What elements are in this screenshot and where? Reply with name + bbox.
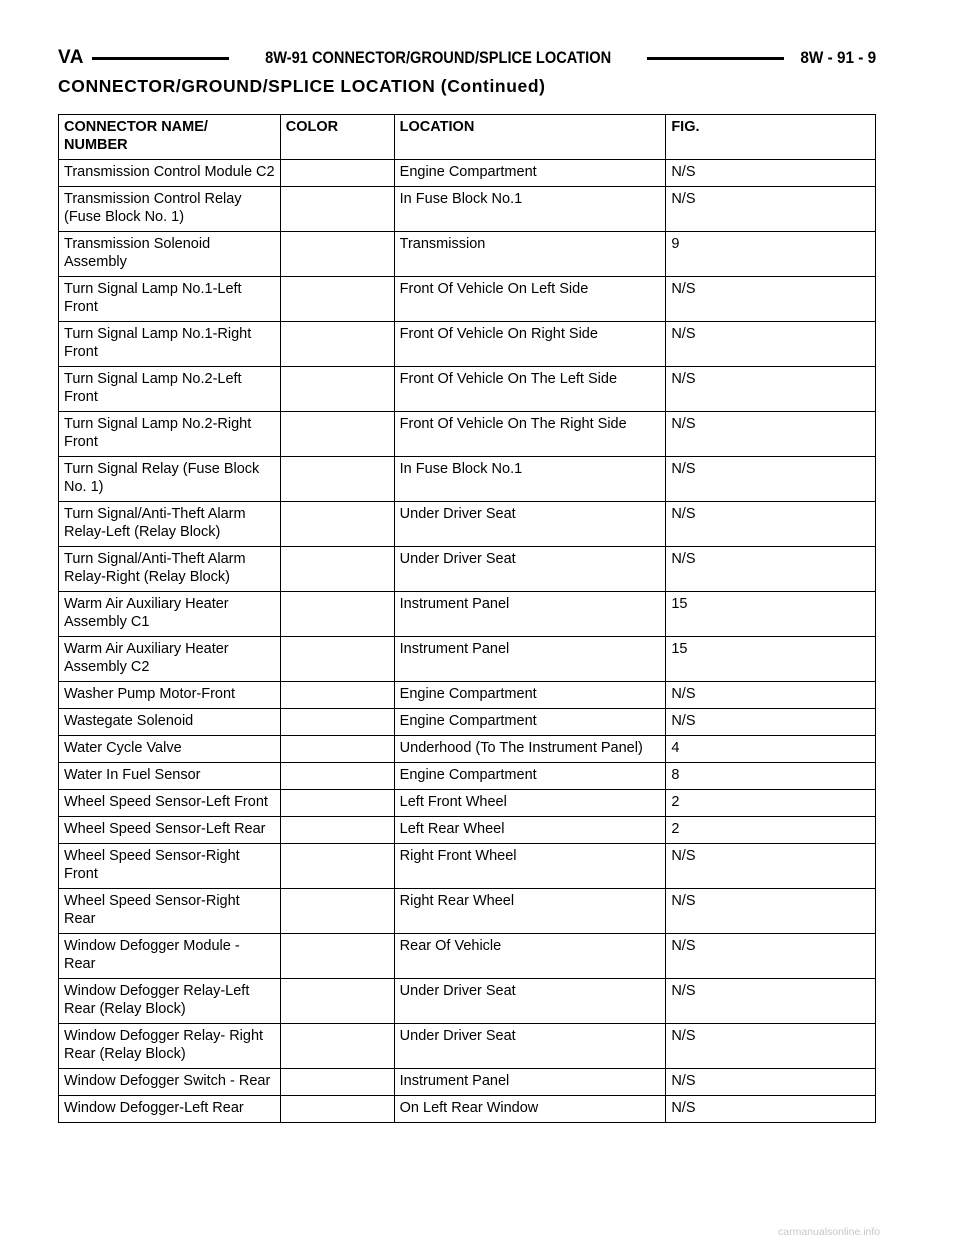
location-cell: Rear Of Vehicle: [394, 934, 666, 979]
fig-cell: N/S: [666, 367, 876, 412]
connector-name-cell: Turn Signal/Anti-Theft Alarm Relay-Left (Relay Block): [59, 502, 281, 547]
color-cell: [280, 232, 394, 277]
page-header: [58, 44, 876, 72]
table-row: [59, 187, 876, 232]
connector-location-table: [58, 114, 876, 1123]
connector-name-cell: Window Defogger Module - Rear: [59, 934, 281, 979]
color-cell: [280, 844, 394, 889]
fig-cell: N/S: [666, 457, 876, 502]
fig-cell: N/S: [666, 979, 876, 1024]
fig-cell: 4: [666, 736, 876, 763]
table-row: [59, 277, 876, 322]
location-cell: Instrument Panel: [394, 637, 666, 682]
color-cell: [280, 637, 394, 682]
location-cell: Transmission: [394, 232, 666, 277]
connector-name-cell: Transmission Control Module C2: [59, 160, 281, 187]
table-row: [59, 412, 876, 457]
header-page-number: 8W - 91 - 9: [800, 48, 877, 67]
location-cell: Instrument Panel: [394, 592, 666, 637]
fig-cell: N/S: [666, 187, 876, 232]
color-cell: [280, 187, 394, 232]
connector-name-cell: Wheel Speed Sensor-Left Rear: [59, 817, 281, 844]
fig-cell: 8: [666, 763, 876, 790]
page-subtitle: CONNECTOR/GROUND/SPLICE LOCATION (Continued): [58, 76, 546, 96]
connector-name-cell: Window Defogger-Left Rear: [59, 1096, 281, 1123]
color-cell: [280, 592, 394, 637]
location-cell: Underhood (To The Instrument Panel): [394, 736, 666, 763]
color-cell: [280, 934, 394, 979]
connector-name-cell: Turn Signal Lamp No.1-Left Front: [59, 277, 281, 322]
location-cell: Engine Compartment: [394, 682, 666, 709]
fig-cell: N/S: [666, 844, 876, 889]
table-row: [59, 547, 876, 592]
watermark: carmanualsonline.info: [778, 1226, 881, 1238]
table-row: [59, 763, 876, 790]
connector-name-cell: Wheel Speed Sensor-Right Front: [59, 844, 281, 889]
color-cell: [280, 1096, 394, 1123]
header-model-code: VA: [58, 47, 84, 68]
header-section-title: 8W-91 CONNECTOR/GROUND/SPLICE LOCATION: [264, 48, 611, 67]
location-cell: Engine Compartment: [394, 160, 666, 187]
fig-cell: N/S: [666, 277, 876, 322]
connector-name-cell: Water In Fuel Sensor: [59, 763, 281, 790]
fig-cell: 15: [666, 592, 876, 637]
color-cell: [280, 1069, 394, 1096]
table-row: [59, 817, 876, 844]
connector-name-cell: Turn Signal Lamp No.1-Right Front: [59, 322, 281, 367]
location-cell: Engine Compartment: [394, 763, 666, 790]
color-cell: [280, 763, 394, 790]
table-row: [59, 592, 876, 637]
column-header-connector-name: CONNECTOR NAME/ NUMBER: [59, 115, 281, 160]
fig-cell: 9: [666, 232, 876, 277]
color-cell: [280, 817, 394, 844]
location-cell: On Left Rear Window: [394, 1096, 666, 1123]
connector-name-cell: Wheel Speed Sensor-Left Front: [59, 790, 281, 817]
connector-name-cell: Washer Pump Motor-Front: [59, 682, 281, 709]
connector-name-cell: Window Defogger Relay- Right Rear (Relay Block): [59, 1024, 281, 1069]
location-cell: Under Driver Seat: [394, 979, 666, 1024]
location-cell: Front Of Vehicle On Left Side: [394, 277, 666, 322]
color-cell: [280, 709, 394, 736]
color-cell: [280, 502, 394, 547]
table-row: [59, 934, 876, 979]
fig-cell: N/S: [666, 934, 876, 979]
color-cell: [280, 736, 394, 763]
column-header-fig: FIG.: [666, 115, 876, 160]
fig-cell: N/S: [666, 1024, 876, 1069]
location-cell: In Fuse Block No.1: [394, 457, 666, 502]
table-row: [59, 709, 876, 736]
fig-cell: N/S: [666, 1096, 876, 1123]
table-row: [59, 322, 876, 367]
table-row: [59, 790, 876, 817]
color-cell: [280, 790, 394, 817]
color-cell: [280, 412, 394, 457]
connector-name-cell: Warm Air Auxiliary Heater Assembly C2: [59, 637, 281, 682]
table-row: [59, 637, 876, 682]
location-cell: Engine Compartment: [394, 709, 666, 736]
color-cell: [280, 322, 394, 367]
table-row: [59, 457, 876, 502]
connector-name-cell: Transmission Solenoid Assembly: [59, 232, 281, 277]
connector-name-cell: Turn Signal Lamp No.2-Left Front: [59, 367, 281, 412]
connector-name-cell: Window Defogger Switch - Rear: [59, 1069, 281, 1096]
table-row: [59, 1024, 876, 1069]
location-cell: Instrument Panel: [394, 1069, 666, 1096]
fig-cell: 15: [666, 637, 876, 682]
color-cell: [280, 979, 394, 1024]
color-cell: [280, 457, 394, 502]
connector-name-cell: Turn Signal Relay (Fuse Block No. 1): [59, 457, 281, 502]
table-row: [59, 736, 876, 763]
fig-cell: N/S: [666, 547, 876, 592]
location-cell: Left Front Wheel: [394, 790, 666, 817]
table-row: [59, 844, 876, 889]
connector-name-cell: Window Defogger Relay-Left Rear (Relay Block): [59, 979, 281, 1024]
fig-cell: 2: [666, 790, 876, 817]
fig-cell: N/S: [666, 682, 876, 709]
fig-cell: N/S: [666, 502, 876, 547]
table-body: [59, 160, 876, 1123]
table-row: [59, 160, 876, 187]
fig-cell: N/S: [666, 1069, 876, 1096]
connector-name-cell: Turn Signal Lamp No.2-Right Front: [59, 412, 281, 457]
fig-cell: N/S: [666, 709, 876, 736]
connector-name-cell: Wheel Speed Sensor-Right Rear: [59, 889, 281, 934]
table-row: [59, 1096, 876, 1123]
color-cell: [280, 889, 394, 934]
table-row: [59, 979, 876, 1024]
column-header-color: COLOR: [280, 115, 394, 160]
connector-name-cell: Turn Signal/Anti-Theft Alarm Relay-Right (Relay Block): [59, 547, 281, 592]
header-rule-right: [647, 57, 784, 60]
table-row: [59, 682, 876, 709]
location-cell: Front Of Vehicle On The Left Side: [394, 367, 666, 412]
color-cell: [280, 1024, 394, 1069]
location-cell: Under Driver Seat: [394, 547, 666, 592]
color-cell: [280, 367, 394, 412]
fig-cell: N/S: [666, 160, 876, 187]
location-cell: Front Of Vehicle On Right Side: [394, 322, 666, 367]
table-row: [59, 367, 876, 412]
table-row: [59, 232, 876, 277]
connector-name-cell: Warm Air Auxiliary Heater Assembly C1: [59, 592, 281, 637]
header-rule-left: [92, 57, 229, 60]
connector-name-cell: Transmission Control Relay (Fuse Block No. 1): [59, 187, 281, 232]
color-cell: [280, 277, 394, 322]
connector-name-cell: Water Cycle Valve: [59, 736, 281, 763]
color-cell: [280, 682, 394, 709]
table-row: [59, 502, 876, 547]
fig-cell: N/S: [666, 322, 876, 367]
fig-cell: N/S: [666, 889, 876, 934]
location-cell: In Fuse Block No.1: [394, 187, 666, 232]
location-cell: Under Driver Seat: [394, 502, 666, 547]
connector-name-cell: Wastegate Solenoid: [59, 709, 281, 736]
location-cell: Left Rear Wheel: [394, 817, 666, 844]
column-header-location: LOCATION: [394, 115, 666, 160]
location-cell: Front Of Vehicle On The Right Side: [394, 412, 666, 457]
table-header-row: [59, 115, 876, 160]
color-cell: [280, 160, 394, 187]
table-row: [59, 1069, 876, 1096]
location-cell: Under Driver Seat: [394, 1024, 666, 1069]
location-cell: Right Rear Wheel: [394, 889, 666, 934]
fig-cell: N/S: [666, 412, 876, 457]
table-row: [59, 889, 876, 934]
location-cell: Right Front Wheel: [394, 844, 666, 889]
fig-cell: 2: [666, 817, 876, 844]
color-cell: [280, 547, 394, 592]
